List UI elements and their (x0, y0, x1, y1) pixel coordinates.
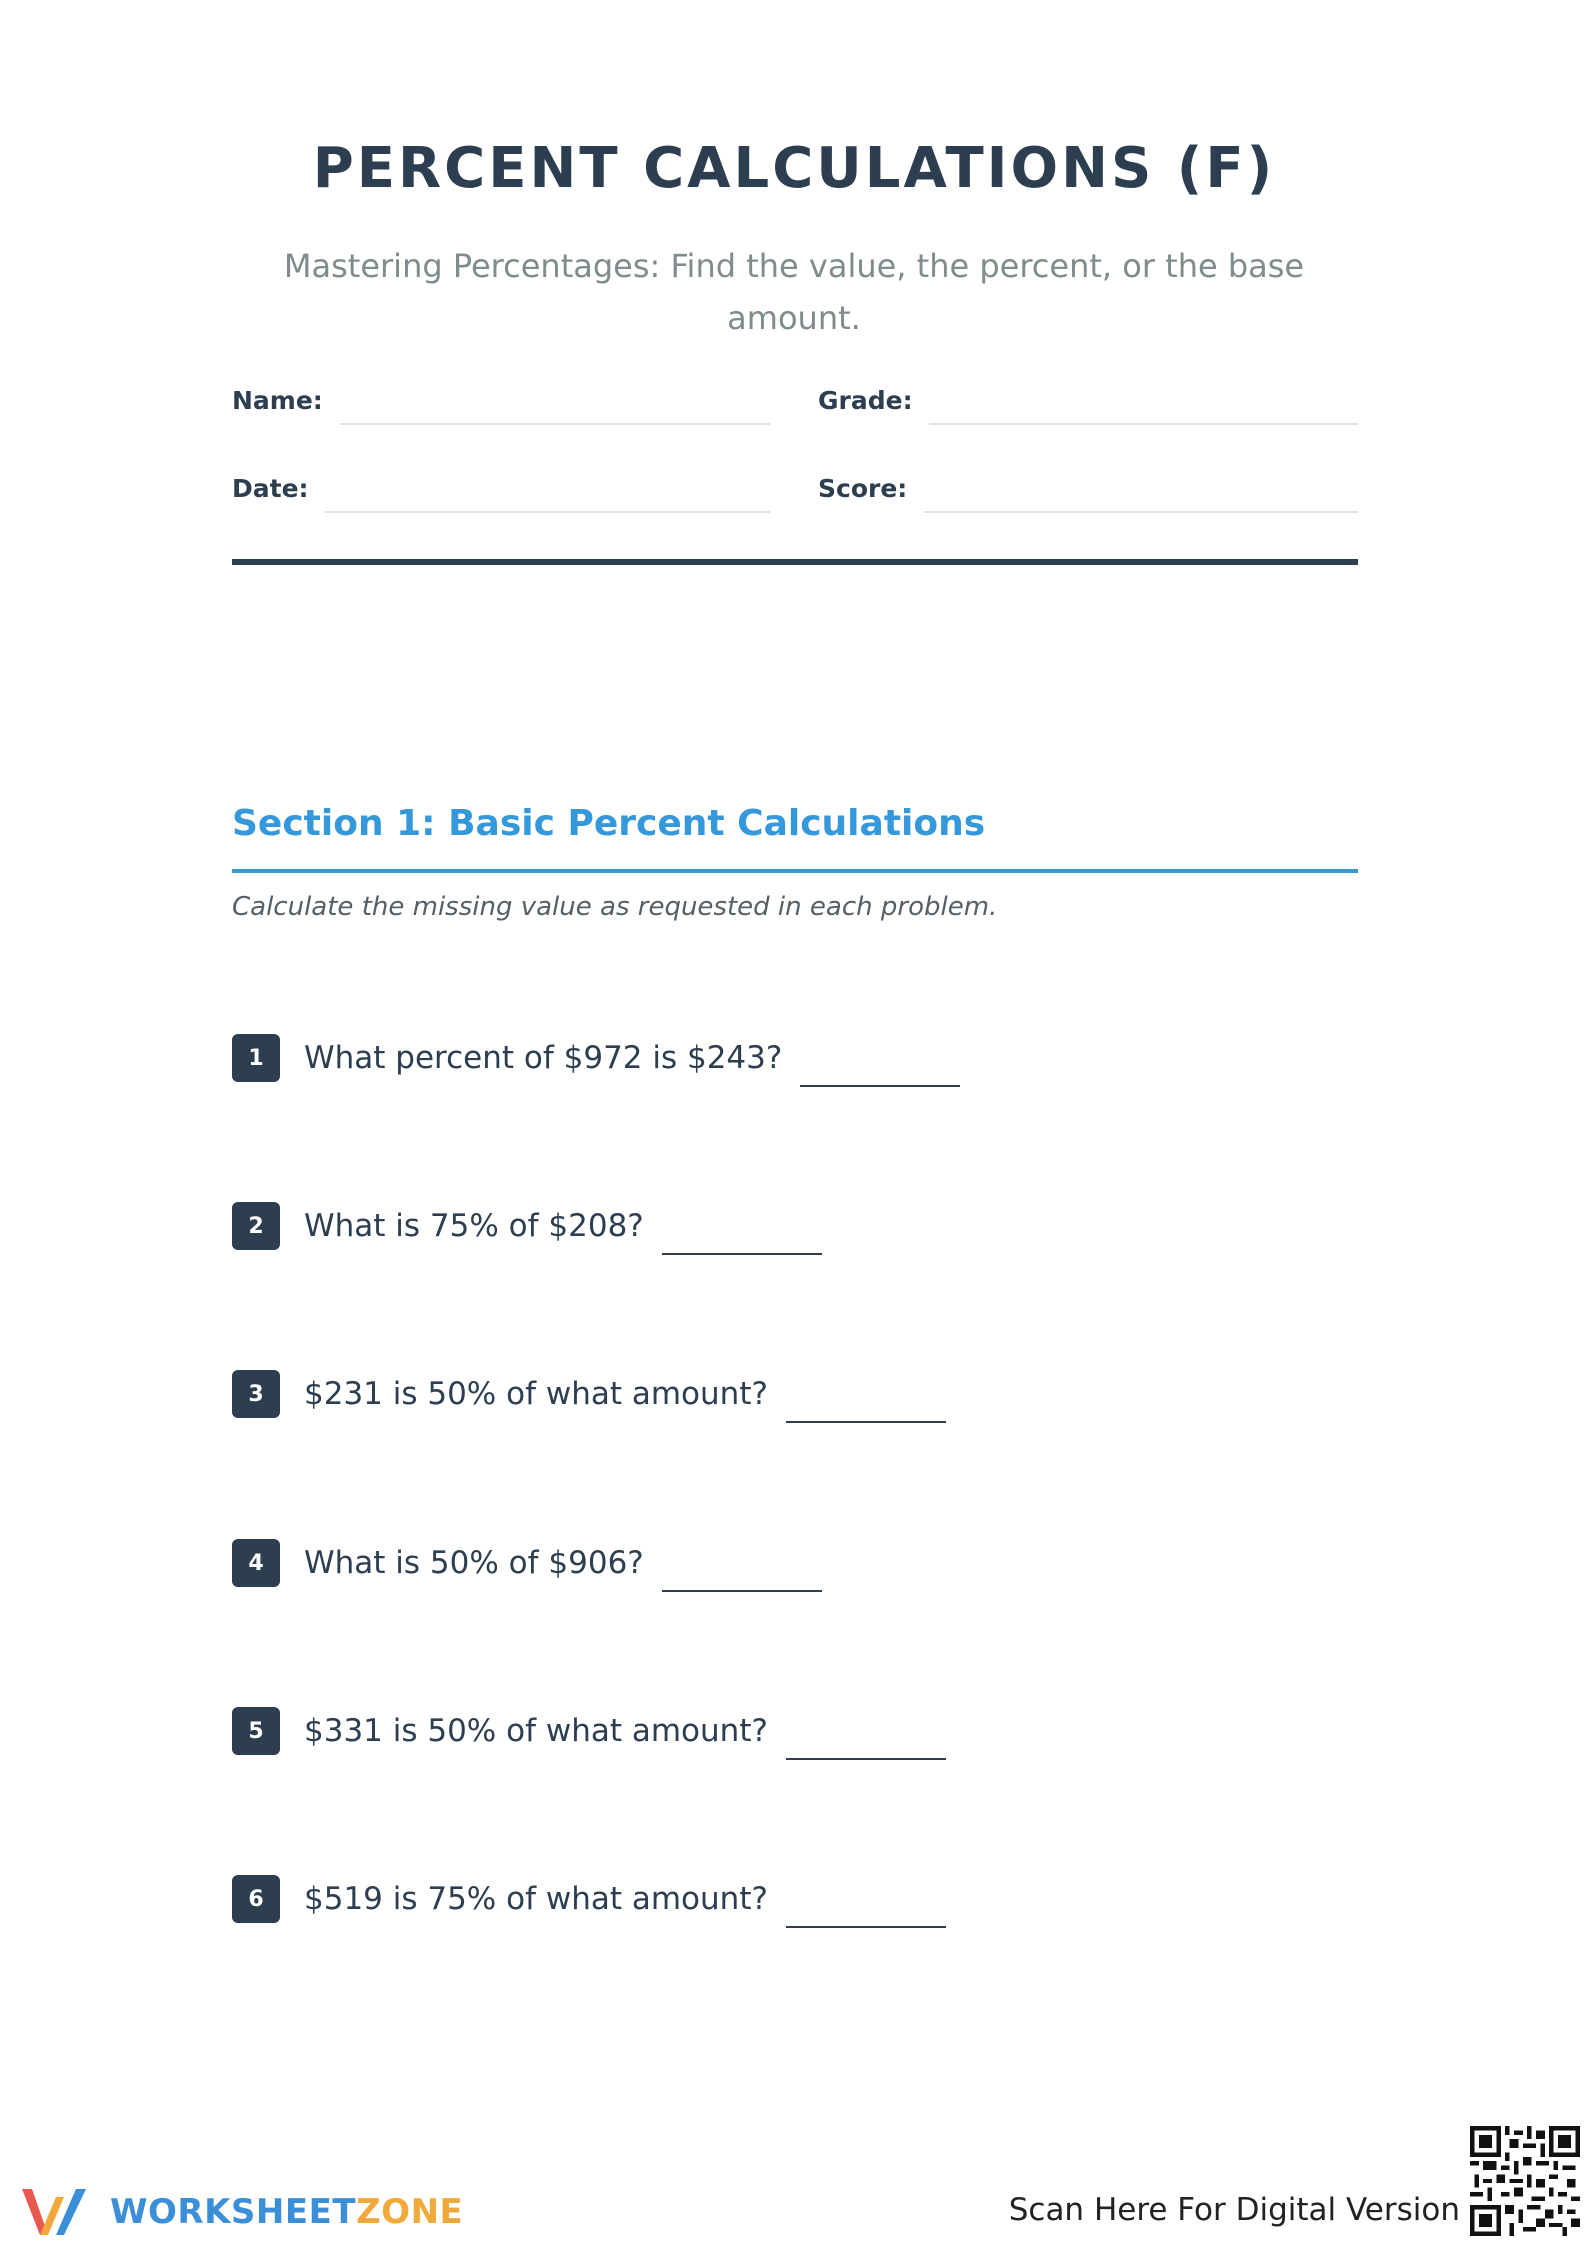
section-title: Section 1: Basic Percent Calculations (232, 803, 986, 844)
problem-item (232, 1706, 946, 1756)
brand-name (110, 2192, 463, 2232)
date-input-line[interactable] (325, 481, 770, 513)
grade-label: Grade: (818, 386, 913, 415)
worksheet-title: PERCENT CALCULATIONS (F) (312, 136, 1276, 201)
answer-blank[interactable] (786, 1758, 946, 1760)
problem-item (232, 1369, 946, 1419)
answer-blank[interactable] (786, 1421, 946, 1423)
name-label: Name: (232, 386, 323, 415)
problem-number-badge: 5 (232, 1707, 280, 1755)
name-field[interactable] (232, 386, 770, 425)
problem-text: What percent of $972 is $243? (304, 1040, 783, 1076)
problem-item (232, 1033, 960, 1083)
answer-blank[interactable] (786, 1926, 946, 1928)
problem-text: $519 is 75% of what amount? (304, 1881, 768, 1917)
answer-blank[interactable] (662, 1590, 822, 1592)
problem-number-badge: 2 (232, 1202, 280, 1250)
score-input-line[interactable] (923, 481, 1358, 513)
answer-blank[interactable] (662, 1253, 822, 1255)
brand-logo (18, 2183, 463, 2241)
section-divider (232, 869, 1358, 873)
brand-name-part2: ZONE (356, 2192, 464, 2232)
problem-item (232, 1201, 822, 1251)
problem-text: $331 is 50% of what amount? (304, 1713, 768, 1749)
problem-number-badge: 6 (232, 1875, 280, 1923)
name-input-line[interactable] (339, 393, 770, 425)
scan-caption: Scan Here For Digital Version (1008, 2192, 1460, 2228)
brand-name-part1: WORKSHEET (110, 2192, 357, 2232)
problem-item (232, 1538, 822, 1588)
problem-text: $231 is 50% of what amount? (304, 1376, 768, 1412)
problem-number-badge: 1 (232, 1034, 280, 1082)
grade-input-line[interactable] (929, 393, 1358, 425)
header-divider (232, 559, 1358, 565)
score-label: Score: (818, 474, 908, 503)
problem-number-badge: 4 (232, 1539, 280, 1587)
answer-blank[interactable] (800, 1085, 960, 1087)
problem-number-badge: 3 (232, 1370, 280, 1418)
problem-item (232, 1874, 946, 1924)
qr-code-icon[interactable] (1470, 2126, 1580, 2236)
score-field[interactable] (818, 474, 1358, 513)
worksheet-subtitle: Mastering Percentages: Find the value, the percent, or the base amount. (283, 247, 1305, 337)
section-instructions: Calculate the missing value as requested in each problem. (232, 892, 998, 922)
worksheetzone-logo-icon (18, 2183, 96, 2241)
date-field[interactable] (232, 474, 770, 513)
date-label: Date: (232, 474, 309, 503)
grade-field[interactable] (818, 386, 1358, 425)
problem-text: What is 75% of $208? (304, 1208, 644, 1244)
problem-text: What is 50% of $906? (304, 1545, 644, 1581)
